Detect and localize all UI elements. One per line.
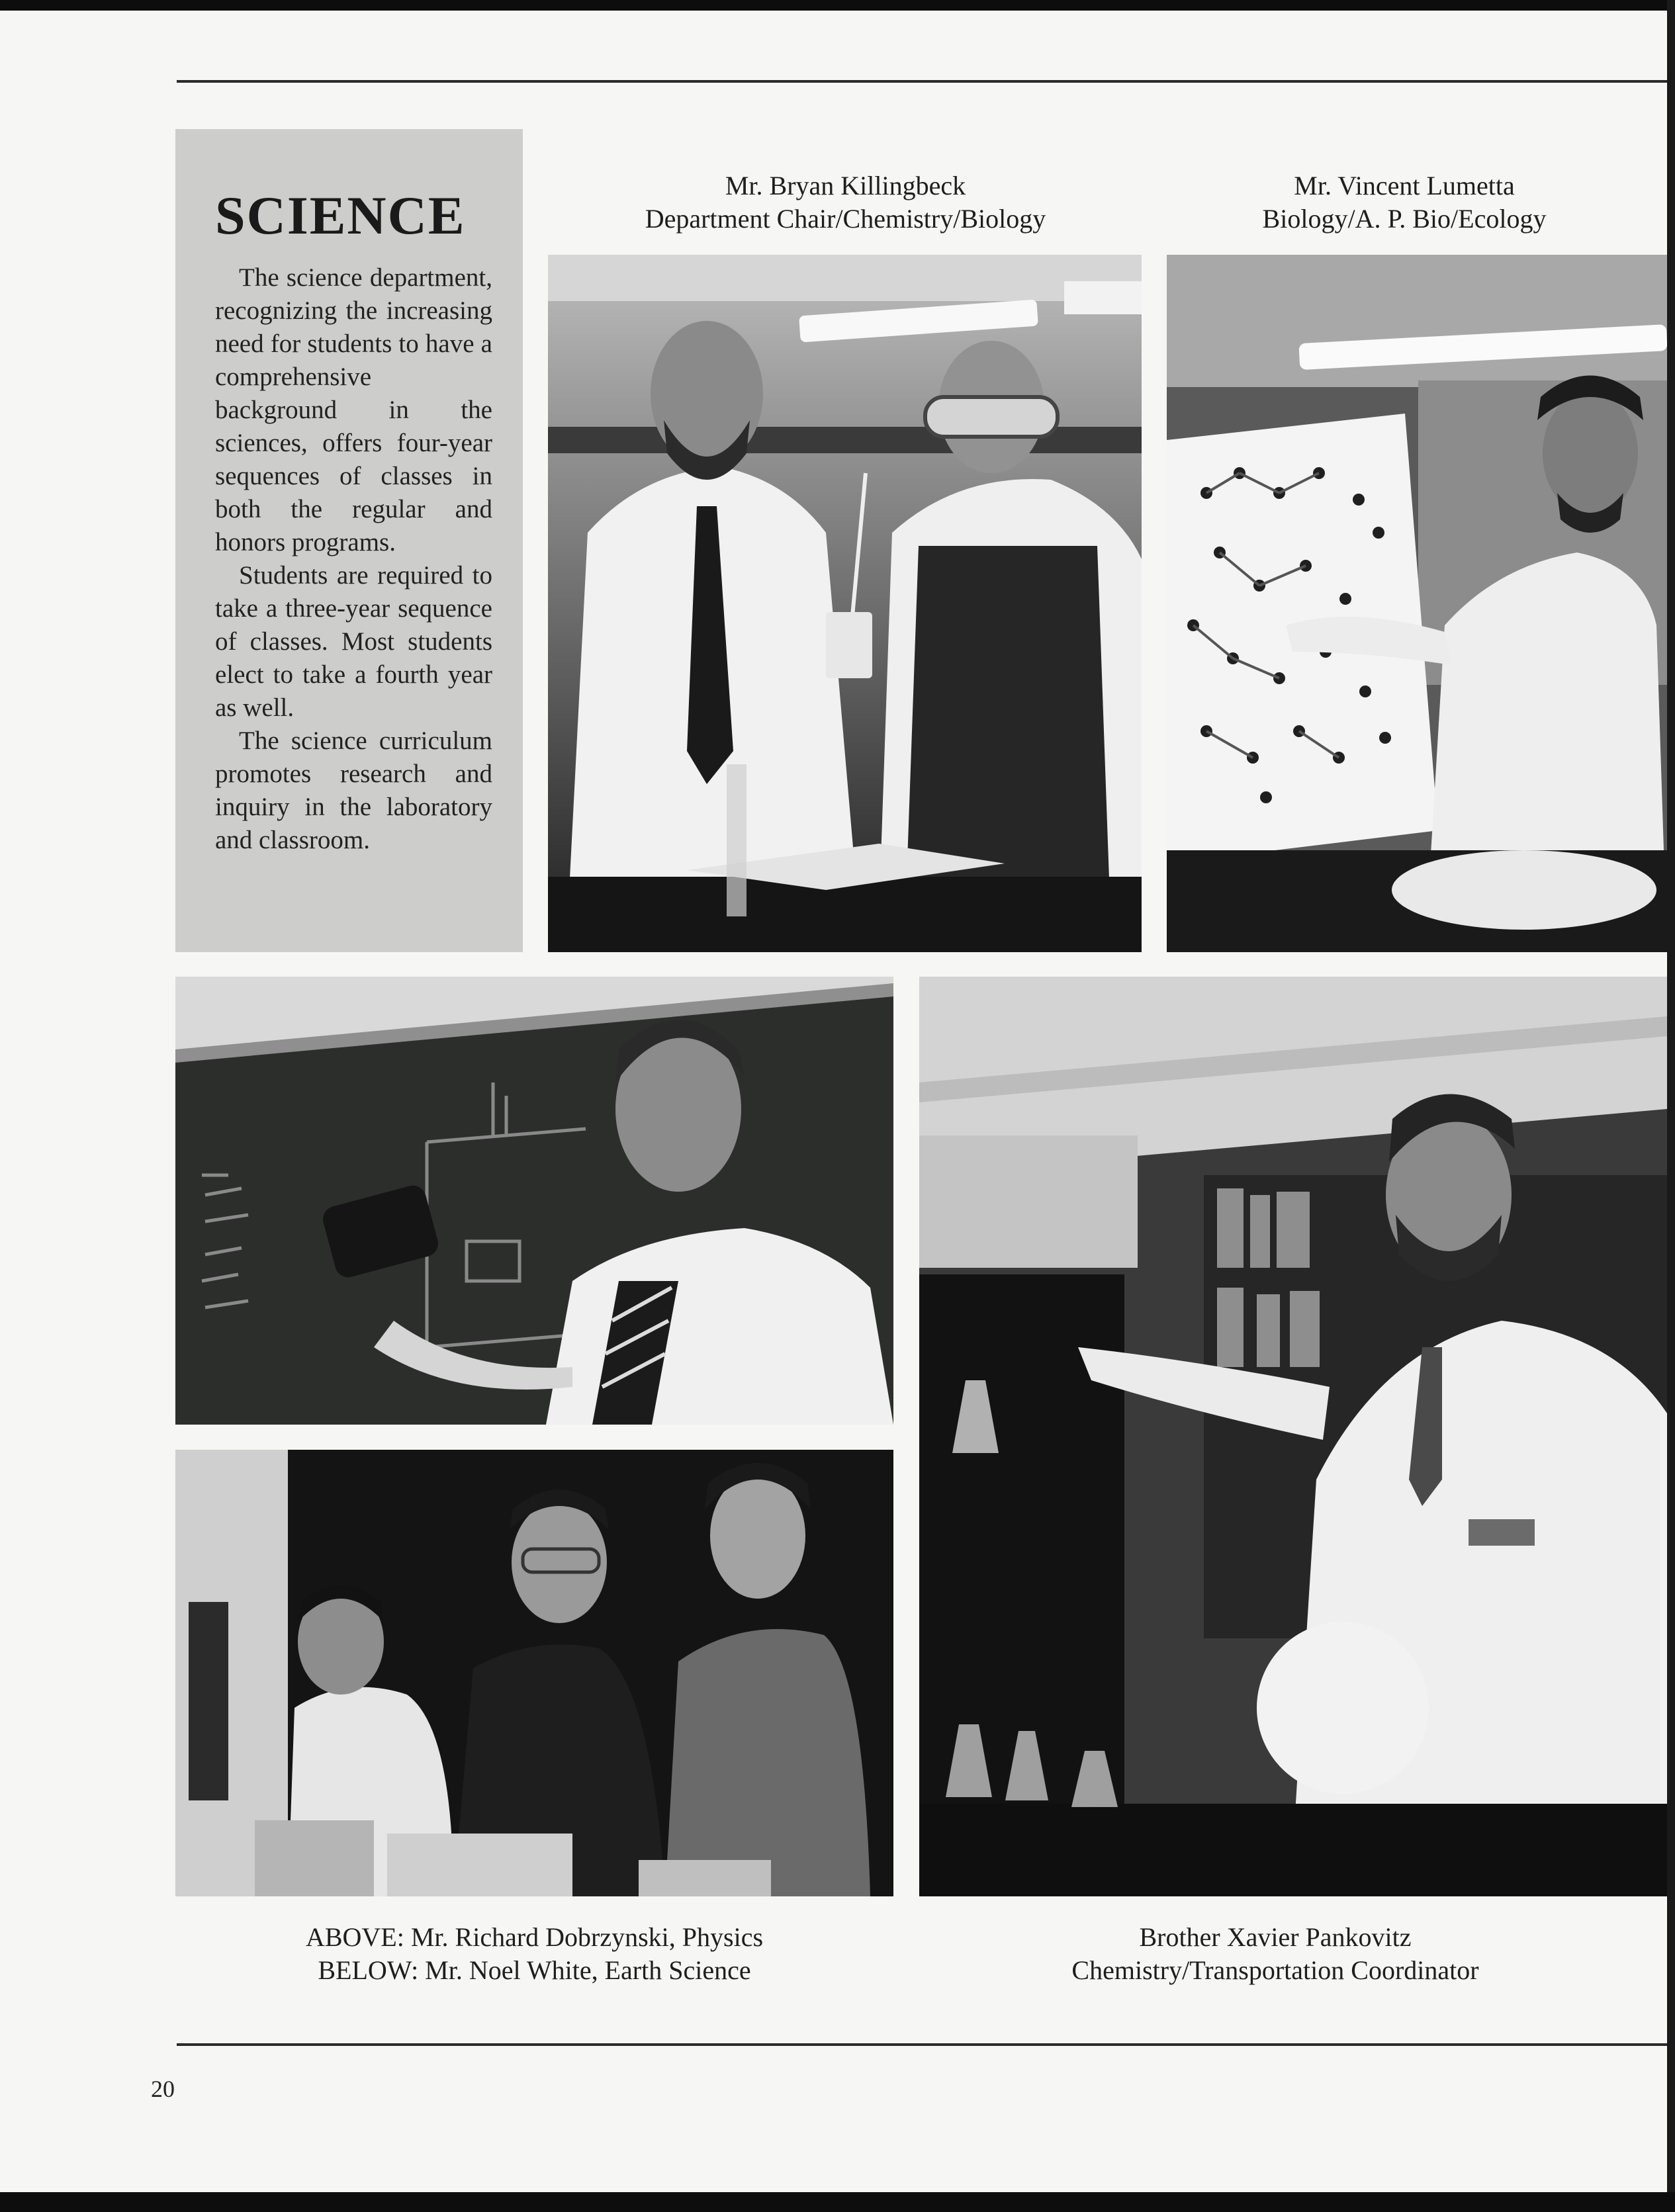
caption-killingbeck-name: Mr. Bryan Killingbeck xyxy=(725,171,966,200)
caption-killingbeck-role: Department Chair/Chemistry/Biology xyxy=(645,204,1046,234)
photo-pankovitz-chemistry xyxy=(919,977,1667,1896)
photo-killingbeck-lab xyxy=(548,255,1142,952)
scan-edge-top xyxy=(0,0,1675,11)
caption-dobrzynski-white xyxy=(175,1921,893,1987)
caption-below-white: BELOW: Mr. Noel White, Earth Science xyxy=(318,1955,751,1985)
bottom-rule xyxy=(177,2043,1667,2046)
photo-lumetta-molecule xyxy=(1167,255,1667,952)
intro-paragraph-2: Students are required to take a three-year sequence of classes. Most students elect to take a fourth year as well. xyxy=(215,561,492,722)
science-intro-box xyxy=(175,129,523,952)
scan-edge-bottom xyxy=(0,2192,1675,2212)
caption-killingbeck xyxy=(549,169,1142,236)
photo-dobrzynski-physics xyxy=(175,977,893,1425)
caption-lumetta-name: Mr. Vincent Lumetta xyxy=(1294,171,1515,200)
caption-pankovitz-role: Chemistry/Transportation Coordinator xyxy=(1071,1955,1479,1985)
caption-pankovitz xyxy=(919,1921,1631,1987)
scan-edge-right xyxy=(1667,0,1675,2212)
intro-paragraph-1: The science department, recognizing the increasing need for students to have a comprehensive background in the sciences, offers four-year sequences of classes in both the regular and honors programs. xyxy=(215,263,492,556)
section-title: SCIENCE xyxy=(215,185,466,245)
caption-lumetta-role: Biology/A. P. Bio/Ecology xyxy=(1262,204,1547,234)
caption-lumetta xyxy=(1166,169,1643,236)
photo-white-earth-science xyxy=(175,1450,893,1896)
top-rule xyxy=(177,80,1667,83)
page-number: 20 xyxy=(151,2076,175,2102)
intro-paragraph-3: The science curriculum promotes research and inquiry in the laboratory and classroom. xyxy=(215,727,492,854)
caption-pankovitz-name: Brother Xavier Pankovitz xyxy=(1139,1922,1412,1952)
caption-above-dobrzynski: ABOVE: Mr. Richard Dobrzynski, Physics xyxy=(305,1922,764,1952)
